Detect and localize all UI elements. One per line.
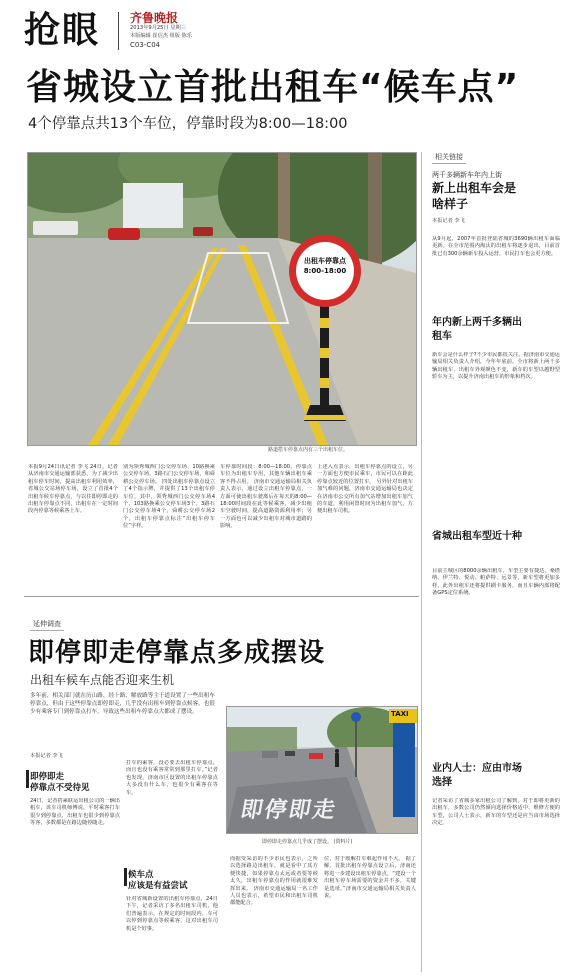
sidebar-text3: 目前主城区的8000余辆出租车，车型主要有捷达、桑塔纳、伊兰特、悦动、帕萨特、远景等，新车型将更加多样。此外出租车还将提供刷卡服务，而且车辆内部将配备GPS定位系统。 — [432, 568, 560, 597]
section-title: 抢眼 — [24, 10, 101, 51]
editor-line: 本版编辑 崔信杰 组版 陈乐 — [130, 33, 193, 39]
sidebar-text1: 从9月起，2007年首批登陆省城的3690辆出租车面临更新。在全市范围内淘汰的出租车将逐步退出，目前首批已有300余辆新车投入运营，市民打车也会更方便。 — [432, 236, 560, 257]
article2-col2b: 针对省城新设置的出租车停靠点，24日下午，记者采访了多名出租车司机，他们普遍表示，在规定的时间段内，车可以停到停靠点等候乘客，这对出租车司机是个好事。 — [126, 896, 218, 932]
sidebar-title: 新上出租车会是啥样子 — [432, 181, 517, 211]
article2-side-head-1: 即停即走 — [30, 772, 65, 782]
article2-side-head-3: 候车点 — [128, 870, 154, 880]
taxi-stand-photo-graphic — [28, 153, 416, 445]
side-head-bar-1 — [26, 770, 29, 788]
article1-subhead: 4个停靠点共13个车位，停靠时段为8:00—18:00 — [28, 116, 348, 132]
photo2-caption: 即停即走停靠点几乎成了摆设。 (资料片) — [262, 839, 353, 845]
side-head-bar-2 — [124, 868, 127, 886]
article2-side-head-4: 应该是有益尝试 — [128, 881, 188, 891]
article2-col4: 位，对于缓解打车难起作用不大。 据了解，首批出租车停靠点设立后，济南还将进一步建设出租车停靠点，“建设一个出租车停车场需要的资金并不多，关键是选址。”济南市交通运输局相关负责人说。 — [324, 856, 416, 900]
page-code: C03-C04 — [130, 41, 161, 49]
article2-kicker: 延伸调查 — [30, 618, 64, 631]
taxi-sign-text: TAXI — [391, 710, 409, 718]
paper-logo: 齐鲁晚报 — [130, 11, 179, 25]
sidebar-text4: 记者采访了省城多家出租公司了解到，对于即将更新的出租车，多数公司仍然倾向选择价格适中、维修方便的车型，公司人士表示，新车的车型还是应当由市场选择决定。 — [432, 798, 560, 827]
article1-headline: 省城设立首批出租车“候车点” — [26, 67, 520, 108]
article2-side-head-2: 停靠点不受待见 — [30, 783, 90, 793]
sidebar-tag: 相关链接 — [432, 151, 466, 164]
article2-col2: 打车的乘客，没必要去出租车停靠点，而且也没有乘客常常到那里打车。”记者也发现，济南市区设置的出租车停靠点大多没有什么车，也很少有乘客在等车。 — [126, 760, 218, 796]
sidebar-head2: 省城出租车型近十种 — [432, 531, 522, 542]
article1-col2: 别为领秀城西门公交停车场、10路换乘公交停车场，3路石门公交停车场，和舜耕公交停车场。 四处出租车停靠点设立了4个指示牌，并提供了13个出租车停车位，其中，领秀城西门公交停车场4个，103路换乘公交停车场3个，3路石门公交停车场4个，舜耕公交停车场2个，出租车停靠点标注“出租车停车位”字样。 — [123, 464, 215, 530]
article1-col3: 车停靠时间段：8:00—18:00，停靠点车位为出租车专用，其他车辆出租车乘客不得占用。 济南市交通运输局相关负责人表示，通过设立出租车停靠点，一方面可使出租车驶离后在每天的8:00—18:00时间段在此等候乘客，减少出租车空驶时间，提高道路资源利用率；另一方面也可以减少出租车对城市道路的影响。 — [220, 464, 312, 530]
article2-headline: 即停即走停靠点多成摆设 — [28, 638, 326, 668]
article2-col1: 24日，记者搭乘联运出租公司的一辆出租车，该车司机师傅说，平时乘客打车很少到停靠点，出租车也很少到停靠点等客，多数都是在路边随停随走。 — [30, 798, 120, 827]
date-line: 2013年9月25日 星期三 — [130, 25, 186, 31]
taxi-stand-sign-text: 出租车停靠点 8:00-18:00 — [303, 257, 347, 275]
stop-and-go-road-text: 即停即走 — [238, 798, 339, 823]
article2-col3: 而据受采访的不少市民也表示，之所以选择路边出租车，就是看中了其方便快捷，如果停靠点太远或者要等候太久，出租车停靠点的作用就很难发挥出来。 济南市交通运输局一名工作人员也表示，希望市民和出租车司机都能配合。 — [230, 856, 318, 907]
sidebar-byline: 本报记者 李飞 — [432, 218, 465, 224]
sidebar-text2: 新车会是什么样子?不少市民都很关注。据济南市交通运输局相关负责人介绍，今年年底前，全市将新上两千多辆出租车，出租车外观颜色不变，新车的车型以越野型轿车为主，以提升济南出租车的形象和档次。 — [432, 352, 560, 381]
article2-subhead: 出租车候车点能否迎来生机 — [30, 673, 175, 687]
photo1-caption: 路道搭车停靠点内有三个出租车位。 — [268, 447, 349, 453]
stop-and-go-photo — [226, 706, 418, 834]
taxi-stand-photo — [27, 152, 417, 446]
sidebar-head1: 年内新上两千多辆出租车 — [432, 317, 522, 342]
header-divider — [118, 12, 119, 50]
article1-intro: 本报9月24日讯记者 李飞 24日，记者从济南市交通运输部获悉，为了减少出租车停车时间，提高出租车利用效率，省城公交站场停车场，设立了首批4个出租车候车停靠点，与以往即停即走的出租车停靠点不同，出租车在一定时间段内停靠等候乘客上车。 — [28, 464, 118, 515]
sidebar-head3: 业内人士：应由市场选择 — [432, 763, 522, 788]
article1-col4: 上述入点表示，出租车停靠点的设立，另一方面也方便市民乘车，市民可以在距此停靠点较近的位置打车。 另外针对出租车加气难的问题，济南市交通运输局也决定在济南市公交所有加气站增加出租车加气的车道，利用闲置时间为出租车加气，方便出租车司机。 — [317, 464, 413, 515]
article1-divider — [24, 596, 419, 597]
article2-byline: 本报记者 李飞 — [30, 753, 63, 759]
sidebar-kicker: 两千多辆新车年内上街 — [432, 171, 502, 179]
article2-lead: 多年前，相关部门就在历山路、经十路、解放路等主干道设置了一些出租车停靠点，但由于这些停靠点即停即走，几乎没有出租车到停靠点候客，也很少有乘客专门到停靠点打车，导致这些出租车停靠点大都成了摆设。 — [30, 693, 215, 716]
sidebar-divider — [421, 152, 422, 972]
